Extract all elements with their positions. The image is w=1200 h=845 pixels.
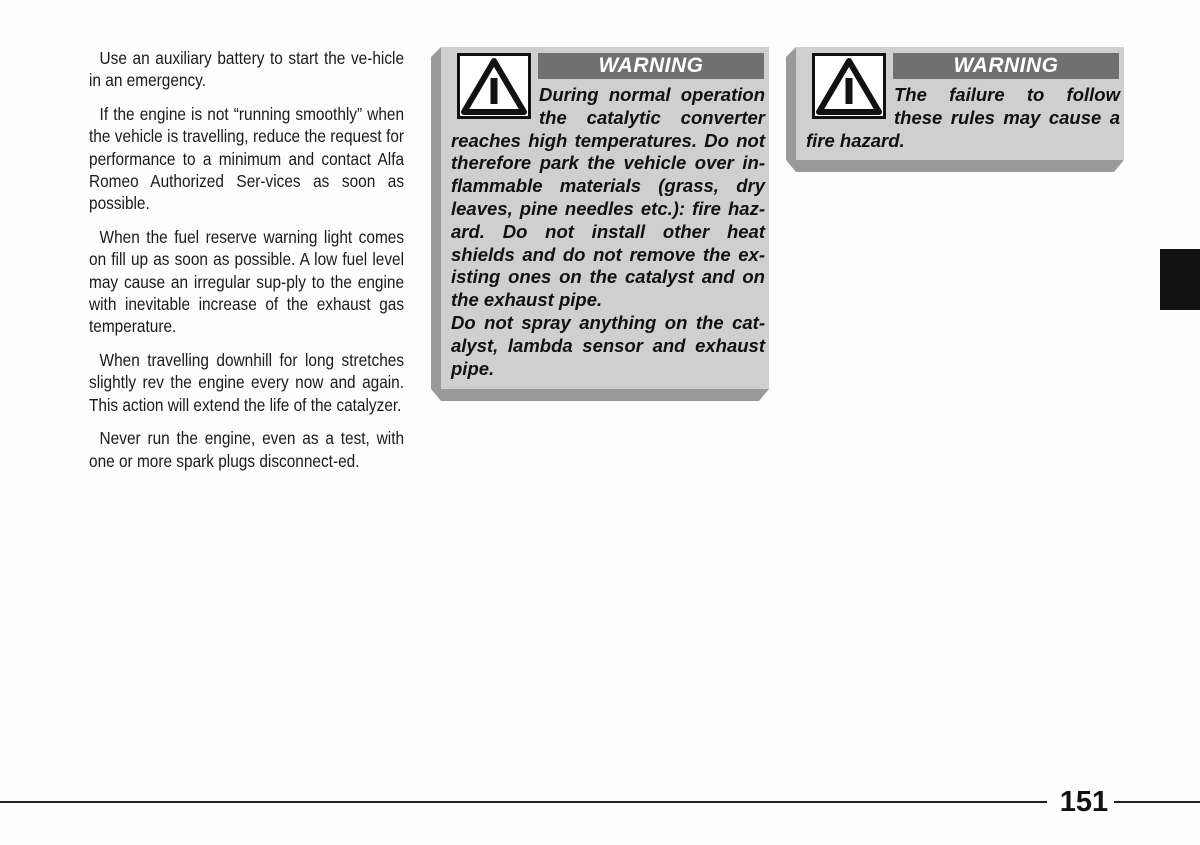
paragraph: If the engine is not “running smoothly” when the vehicle is travelling, reduce the request for performance to a minimum and contact Alfa Romeo Authorized Ser-vices as soon as possible. xyxy=(89,104,405,214)
warning-box-catalytic-converter xyxy=(441,47,769,389)
paragraph: Never run the engine, even as a test, with one or more spark plugs disconnect-ed. xyxy=(89,428,405,471)
warning-box-fire-hazard xyxy=(796,47,1124,160)
warning-title: WARNING xyxy=(893,53,1119,79)
warning-paragraph: During normal operation the catalytic converter reaches high temperatures. Do not therefore park the vehicle over in-flammable materials (grass, dry leaves, pine needles etc.): fire haz-ard. Do not install other heat shields and do not remove the ex-isting ones on the catalyst and on the exhaust pipe. xyxy=(451,84,765,311)
warning-paragraph: Do not spray anything on the cat-alyst, lambda sensor and exhaust pipe. xyxy=(451,311,765,379)
paragraph: When travelling downhill for long stretches slightly rev the engine every now and again. This action will extend the life of the catalyzer. xyxy=(89,350,405,415)
paragraph: Use an auxiliary battery to start the ve-hicle in an emergency. xyxy=(89,48,405,91)
warning-text xyxy=(806,84,1120,152)
box-bevel-left xyxy=(431,47,441,389)
box-bevel-bottom xyxy=(786,160,1124,172)
body-text-column xyxy=(89,47,404,484)
box-bevel-left xyxy=(786,47,796,160)
warning-title: WARNING xyxy=(538,53,764,79)
section-thumb-tab xyxy=(1160,249,1200,310)
footer-rule xyxy=(0,801,1047,803)
warning-text xyxy=(451,84,765,380)
box-bevel-bottom xyxy=(431,389,769,401)
footer-rule xyxy=(1114,801,1200,803)
page-number: 151 xyxy=(1059,786,1109,818)
paragraph: When the fuel reserve warning light comes on fill up as soon as possible. A low fuel level may cause an irregular sup-ply to the engine with inevitable increase of the exhaust gas temperature. xyxy=(89,227,405,337)
warning-paragraph: The failure to follow these rules may cause a fire hazard. xyxy=(806,84,1120,151)
